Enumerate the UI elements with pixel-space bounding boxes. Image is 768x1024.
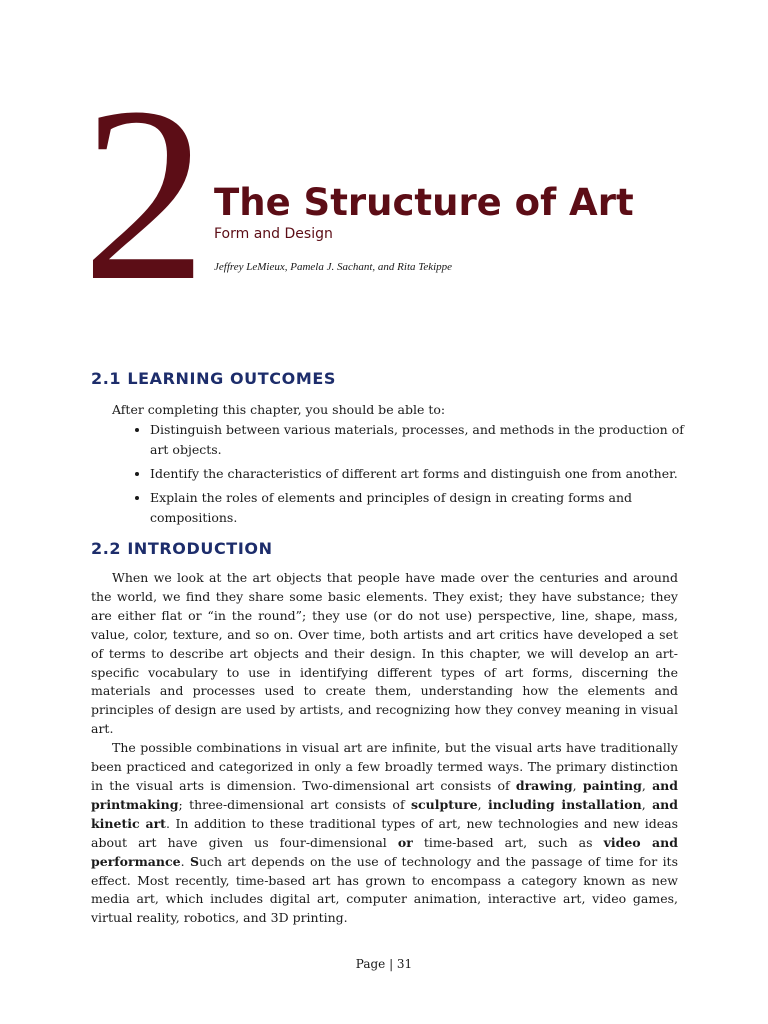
bold-term: sculpture: [410, 796, 478, 812]
bold-term: or: [397, 834, 413, 850]
chapter-authors: Jeffrey LeMieux, Pamela J. Sachant, and Rita Tekippe: [214, 261, 453, 273]
list-item: • Distinguish between various materials, processes, and methods in the production of art objects.: [150, 420, 696, 460]
learning-outcomes-intro: After completing this chapter, you should be able to:: [112, 402, 446, 417]
bold-term: and printmaking: [91, 777, 678, 812]
page-number: Page | 31: [355, 957, 413, 971]
bold-term: and kinetic art: [91, 796, 678, 831]
chapter-title: The Structure of Art: [214, 181, 634, 224]
section-heading-introduction: 2.2 INTRODUCTION: [91, 539, 273, 558]
text-run: uch art depends on the use of technology and the passage of time for its effect. Most recently, time-based art has grown to encompass a category known as new media art, which includes digital art, computer animation, interactive art, video games, virtual reality, robotics, and 3D printing.: [91, 853, 678, 926]
bold-term: including installation: [488, 796, 642, 812]
learning-outcomes-list: [132, 420, 696, 532]
bold-term: painting: [582, 777, 642, 793]
paragraph: When we look at the art objects that people have made over the centuries and around the world, we find they share some basic elements. They exist; they have substance; they are either flat or “in the round”; they use (or do not use) perspective, line, shape, mass, value, color, texture, and so on. Over time, both artists and art critics have developed a set of terms to describe art objects and their design. In this chapter, we will develop an art-specific vocabulary to use in identifying different types of art forms, discerning the materials and processes used to create them, understanding how the elements and principles of design are used by artists, and recognizing how they convey meaning in visual art.: [91, 570, 678, 737]
list-item: • Explain the roles of elements and principles of design in creating forms and compositions.: [150, 488, 696, 528]
text-run: ; three-dimensional art consists of: [178, 796, 411, 812]
text-run: time-based art, such as: [412, 834, 604, 850]
text-run: ,: [641, 777, 653, 793]
bold-term: drawing: [515, 777, 573, 793]
bold-term: video and performance: [91, 834, 678, 869]
text-run: ,: [641, 796, 653, 812]
list-item: • Identify the characteristics of different art forms and distinguish one from another.: [150, 464, 696, 484]
text-run: .: [180, 853, 190, 869]
chapter-subtitle: Form and Design: [214, 226, 333, 242]
paragraph: [91, 739, 678, 928]
text-run: ,: [572, 777, 583, 793]
section-heading-learning-outcomes: 2.1 LEARNING OUTCOMES: [91, 369, 337, 388]
text-run: The possible combinations in visual art are infinite, but the visual arts have traditionally been practiced and categorized in only a few broadly termed ways. The primary distinction in the visual arts is dimension. Two-dimensional art consists of: [91, 740, 678, 793]
chapter-number: 2: [82, 56, 207, 333]
text-run: . In addition to these traditional types of art, new technologies and new ideas about art have given us four-dimensional: [91, 815, 678, 850]
introduction-body: [91, 569, 678, 928]
text-run: ,: [477, 796, 488, 812]
bold-term: S: [189, 853, 199, 869]
